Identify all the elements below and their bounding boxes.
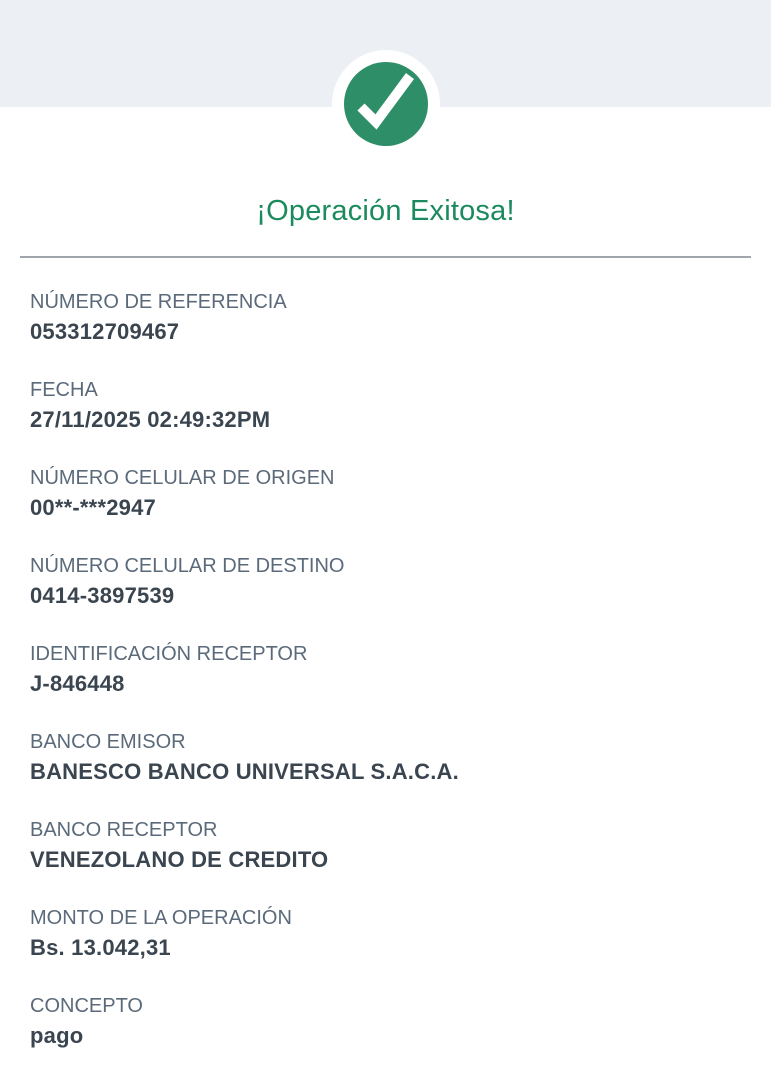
- receipt-fields: [0, 258, 771, 1051]
- field-receiver-id: [30, 641, 741, 699]
- check-circle-icon: [344, 62, 428, 146]
- field-label: BANCO RECEPTOR: [30, 819, 218, 841]
- field-label: NÚMERO CELULAR DE ORIGEN: [30, 467, 335, 489]
- field-label: MONTO DE LA OPERACIÓN: [30, 907, 292, 929]
- field-concept: [30, 993, 741, 1051]
- field-label: BANCO EMISOR: [30, 731, 186, 753]
- checkmark-icon: [344, 62, 428, 146]
- success-title: ¡Operación Exitosa!: [256, 195, 515, 227]
- field-value: 27/11/2025 02:49:32PM: [30, 407, 271, 432]
- field-value: VENEZOLANO DE CREDITO: [30, 847, 329, 872]
- success-check-badge: [332, 50, 440, 158]
- field-label: FECHA: [30, 379, 98, 401]
- field-operation-amount: [30, 905, 741, 963]
- field-label: IDENTIFICACIÓN RECEPTOR: [30, 643, 308, 665]
- field-value: pago: [30, 1023, 84, 1048]
- field-label: NÚMERO CELULAR DE DESTINO: [30, 555, 345, 577]
- field-value: 0414-3897539: [30, 583, 175, 608]
- field-value: BANESCO BANCO UNIVERSAL S.A.C.A.: [30, 759, 459, 784]
- field-origin-phone: [30, 465, 741, 523]
- field-date: [30, 377, 741, 435]
- field-value: J-846448: [30, 671, 125, 696]
- field-value: 053312709467: [30, 319, 180, 344]
- field-receiving-bank: [30, 817, 741, 875]
- field-destination-phone: [30, 553, 741, 611]
- field-label: NÚMERO DE REFERENCIA: [30, 291, 287, 313]
- field-reference-number: [30, 289, 741, 347]
- field-value: 00**-***2947: [30, 495, 156, 520]
- field-issuing-bank: [30, 729, 741, 787]
- field-value: Bs. 13.042,31: [30, 935, 171, 960]
- field-label: CONCEPTO: [30, 995, 143, 1017]
